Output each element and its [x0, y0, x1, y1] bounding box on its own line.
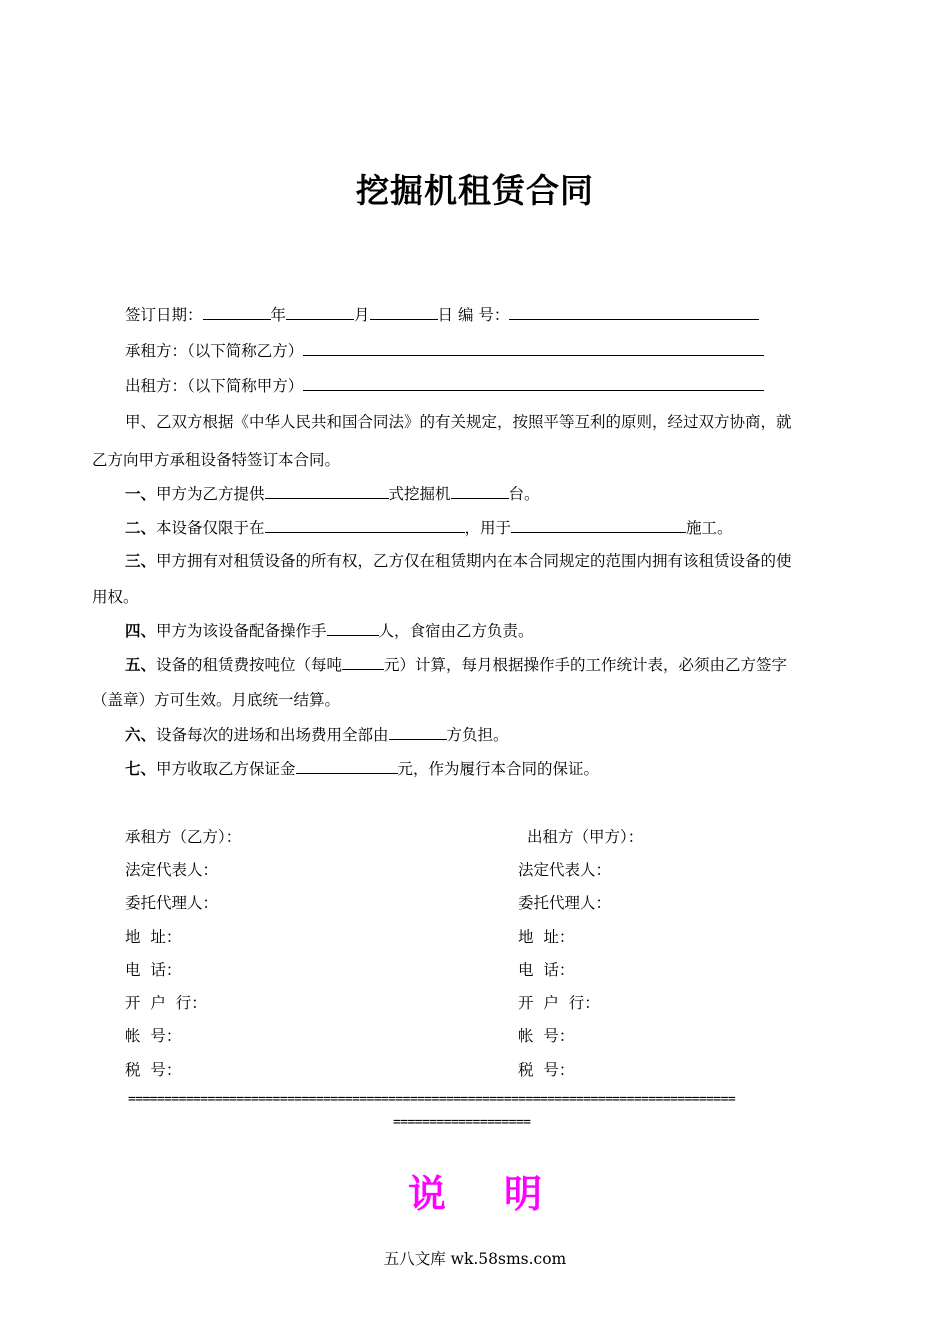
- clause-4: [125, 621, 534, 641]
- clause-6-text-b: 方负担。: [446, 726, 509, 744]
- clause-2: [125, 518, 733, 538]
- lessor-address: 地 址：: [518, 928, 575, 946]
- quantity-blank[interactable]: [451, 484, 509, 499]
- lessor-blank[interactable]: [303, 376, 764, 391]
- clause-7: [125, 759, 599, 779]
- clause-3-number: 三、: [125, 551, 157, 570]
- clause-1-text-c: 台。: [508, 485, 540, 503]
- explanation-char-1: 说: [407, 1172, 446, 1216]
- purpose-blank[interactable]: [511, 518, 686, 533]
- lessee-blank[interactable]: [303, 341, 764, 356]
- clause-1-text-b: 式挖掘机: [388, 485, 451, 503]
- clause-4-text-b: 人，食宿由乙方负责。: [378, 622, 534, 640]
- contract-number-blank[interactable]: [509, 305, 759, 320]
- lessee-signature-title: 承租方（乙方）：: [125, 828, 242, 846]
- lessee-legal-rep: 法定代表人：: [125, 861, 219, 879]
- intro-line-2: 乙方向甲方承租设备特签订本合同。: [92, 451, 341, 469]
- clause-3: [125, 551, 792, 571]
- clause-5-number: 五、: [125, 655, 157, 674]
- day-number-label: 日 编 号：: [437, 306, 510, 324]
- clause-7-text-b: 元，作为履行本合同的保证。: [397, 760, 600, 778]
- party-blank[interactable]: [389, 725, 447, 740]
- lessee-line: [125, 341, 764, 361]
- clause-5-cont: （盖章）方可生效。月底统一结算。: [92, 691, 341, 709]
- lessor-line: [125, 376, 764, 396]
- month-blank[interactable]: [286, 305, 354, 320]
- lessor-phone: 电 话：: [518, 961, 575, 979]
- separator-line-1: ====================================================================================: [128, 1092, 736, 1107]
- clause-4-number: 四、: [125, 621, 157, 640]
- day-blank[interactable]: [370, 305, 438, 320]
- deposit-blank[interactable]: [296, 759, 398, 774]
- explanation-heading: [0, 1163, 950, 1218]
- clause-7-number: 七、: [125, 759, 157, 778]
- clause-2-text-c: 施工。: [686, 519, 733, 537]
- operators-blank[interactable]: [327, 621, 379, 636]
- year-blank[interactable]: [203, 305, 271, 320]
- intro-line-1: 甲、乙双方根据《中华人民共和国合同法》的有关规定，按照平等互利的原则，经过双方协商，就: [125, 413, 792, 431]
- lessor-tax-id: 税 号：: [518, 1061, 575, 1079]
- clause-5: [125, 655, 787, 675]
- clause-3-text-a: 甲方拥有对租赁设备的所有权，乙方仅在租赁期内在本合同规定的范围内拥有该租赁设备的使: [156, 552, 792, 570]
- lessee-bank: 开 户 行：: [125, 994, 207, 1012]
- lessee-address: 地 址：: [125, 928, 182, 946]
- clause-1-number: 一、: [125, 484, 157, 503]
- month-label: 月: [354, 306, 370, 324]
- model-blank[interactable]: [265, 484, 389, 499]
- lessor-account: 帐 号：: [518, 1027, 575, 1045]
- lessor-agent: 委托代理人：: [518, 894, 612, 912]
- clause-6: [125, 725, 509, 745]
- rate-blank[interactable]: [342, 655, 384, 670]
- location-blank[interactable]: [265, 518, 465, 533]
- footer-watermark: 五八文库 wk.58sms.com: [383, 1250, 567, 1268]
- clause-3-cont: 用权。: [92, 588, 139, 606]
- lessee-label: 承租方：（以下简称乙方）: [125, 342, 304, 360]
- lessee-agent: 委托代理人：: [125, 894, 219, 912]
- sign-date-line: [125, 305, 759, 325]
- clause-6-number: 六、: [125, 725, 157, 744]
- clause-4-text-a: 甲方为该设备配备操作手: [156, 622, 327, 640]
- clause-5-text-b: 元）计算，每月根据操作手的工作统计表，必须由乙方签字: [384, 656, 788, 674]
- lessor-legal-rep: 法定代表人：: [518, 861, 612, 879]
- clause-2-number: 二、: [125, 518, 157, 537]
- lessee-phone: 电 话：: [125, 961, 182, 979]
- lessee-tax-id: 税 号：: [125, 1061, 182, 1079]
- clause-7-text-a: 甲方收取乙方保证金: [156, 760, 296, 778]
- explanation-char-2: 明: [504, 1172, 543, 1216]
- lessor-bank: 开 户 行：: [518, 994, 600, 1012]
- lessor-label: 出租方：（以下简称甲方）: [125, 377, 304, 395]
- year-label: 年: [270, 306, 287, 324]
- sign-date-label: 签订日期：: [125, 306, 203, 324]
- clause-2-text-a: 本设备仅限于在: [156, 519, 265, 537]
- clause-6-text-a: 设备每次的进场和出场费用全部由: [156, 726, 389, 744]
- clause-1-text-a: 甲方为乙方提供: [156, 485, 265, 503]
- lessor-signature-title: 出租方（甲方）：: [527, 828, 644, 846]
- clause-1: [125, 484, 540, 504]
- clause-2-text-b: ，用于: [464, 519, 512, 537]
- lessee-account: 帐 号：: [125, 1027, 182, 1045]
- document-title: 挖掘机租赁合同: [356, 171, 594, 210]
- clause-5-text-a: 设备的租赁费按吨位（每吨: [156, 656, 343, 674]
- separator-line-2: ===================: [393, 1115, 531, 1130]
